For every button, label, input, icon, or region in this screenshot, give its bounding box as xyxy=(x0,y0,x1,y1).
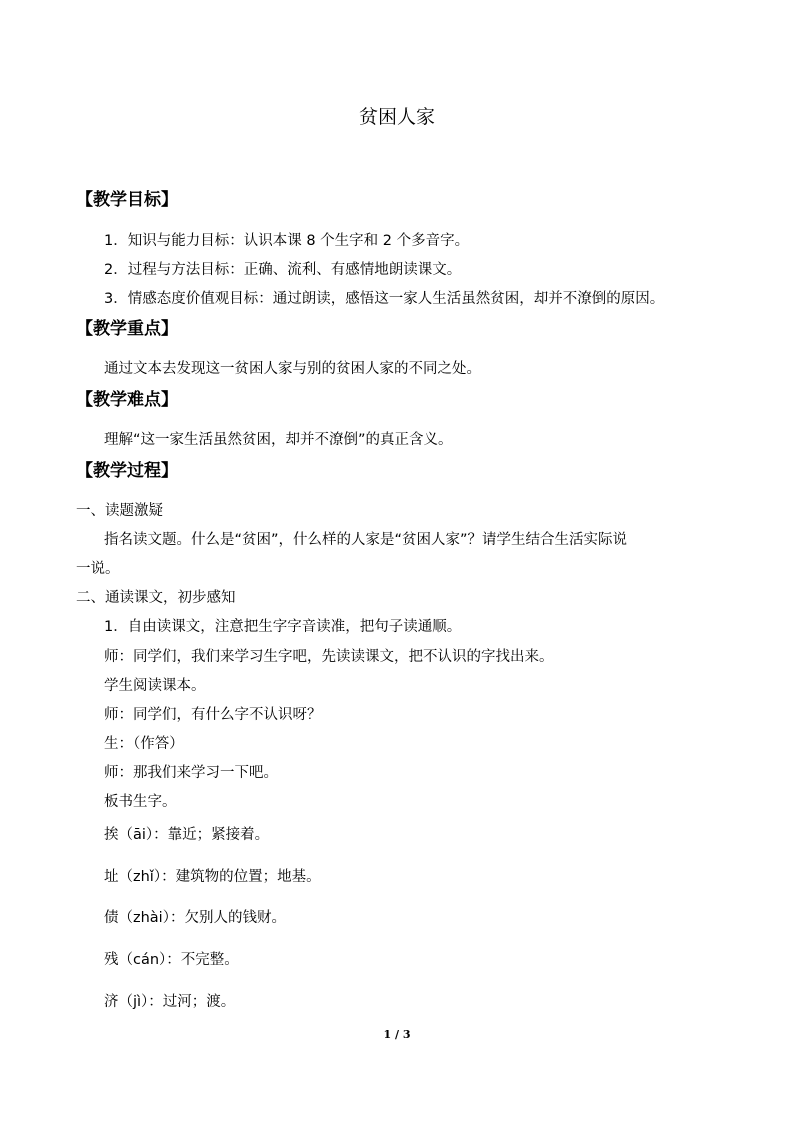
vocab-item: 残（cán）：不完整。 xyxy=(104,952,239,968)
part1-title: 一、读题激疑 xyxy=(76,503,163,519)
part1-line: 指名读文题。什么是“贫困”，什么样的人家是“贫困人家”？请学生结合生活实际说 xyxy=(104,532,628,548)
difficulty-heading: 【教学难点】 xyxy=(76,390,178,410)
part2-line: 学生阅读课本。 xyxy=(104,678,206,694)
goal-item: 1．知识与能力目标：认识本课 8 个生字和 2 个多音字。 xyxy=(104,233,470,249)
goals-heading: 【教学目标】 xyxy=(76,190,178,210)
difficulty-text: 理解“这一家生活虽然贫困，却并不潦倒”的真正含义。 xyxy=(104,432,453,448)
part2-line: 师：同学们，我们来学习生字吧，先读读课文，把不认识的字找出来。 xyxy=(104,649,554,665)
goal-item: 2．过程与方法目标：正确、流利、有感情地朗读课文。 xyxy=(104,262,462,278)
page-number: 1 / 3 xyxy=(383,1028,411,1041)
part1-line: 一说。 xyxy=(76,561,120,577)
goal-item: 3．情感态度价值观目标：通过朗读，感悟这一家人生活虽然贫困，却并不潦倒的原因。 xyxy=(104,291,665,307)
process-heading: 【教学过程】 xyxy=(76,461,178,481)
vocab-item: 济（jì）：过河；渡。 xyxy=(104,994,236,1010)
part2-line: 1．自由读课文，注意把生字字音读准，把句子读通顺。 xyxy=(104,619,462,635)
part2-line: 板书生字。 xyxy=(104,794,177,810)
key-heading: 【教学重点】 xyxy=(76,319,178,339)
vocab-item: 址（zhǐ）：建筑物的位置；地基。 xyxy=(104,869,321,885)
vocab-item: 挨（āi）：靠近；紧接着。 xyxy=(104,827,270,843)
part2-line: 生：（作答） xyxy=(104,736,184,752)
part2-title: 二、通读课文，初步感知 xyxy=(76,590,236,606)
document-title: 贫困人家 xyxy=(358,106,435,128)
vocab-item: 债（zhài）：欠别人的钱财。 xyxy=(104,910,286,926)
part2-line: 师：那我们来学习一下吧。 xyxy=(104,765,278,781)
key-text: 通过文本去发现这一贫困人家与别的贫困人家的不同之处。 xyxy=(104,361,481,377)
part2-line: 师：同学们，有什么字不认识呀？ xyxy=(104,707,322,723)
